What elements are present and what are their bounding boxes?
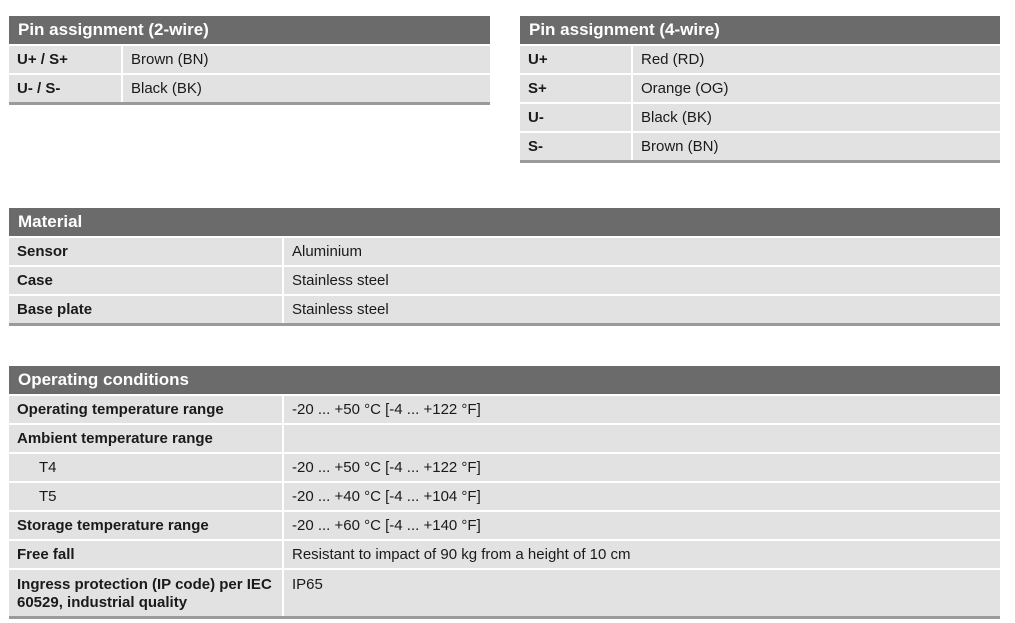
row-key: U+ / S+ — [9, 46, 123, 73]
table-row — [9, 73, 490, 102]
row-value: IP65 — [292, 576, 323, 593]
row-value: Resistant to impact of 90 kg from a height of 10 cm — [292, 546, 631, 563]
material-table — [9, 208, 1000, 326]
row-key: U- / S- — [9, 75, 123, 102]
table-row — [9, 423, 1000, 452]
table-header: Operating conditions — [9, 366, 1000, 394]
table-row — [520, 131, 1000, 160]
table-row — [9, 236, 1000, 265]
row-key: Ambient temperature range — [9, 425, 284, 452]
pin-assignment-4wire-table — [520, 16, 1000, 163]
row-value: Stainless steel — [292, 272, 389, 289]
pin-assignment-2wire-table — [9, 16, 490, 105]
row-key: S- — [520, 133, 633, 160]
row-value: Black (BK) — [131, 80, 202, 97]
row-key: S+ — [520, 75, 633, 102]
table-row — [9, 294, 1000, 323]
row-value: Red (RD) — [641, 51, 705, 68]
table-row — [9, 44, 490, 73]
row-key: Ingress protection (IP code) per IEC 60529, industrial quality — [9, 570, 284, 616]
row-key: T5 — [9, 483, 284, 510]
table-row — [9, 510, 1000, 539]
row-key: Case — [9, 267, 284, 294]
row-value: -20 ... +60 °C [-4 ... +140 °F] — [292, 517, 481, 534]
table-row — [520, 102, 1000, 131]
row-value: -20 ... +40 °C [-4 ... +104 °F] — [292, 488, 481, 505]
row-key: Storage temperature range — [9, 512, 284, 539]
table-row — [9, 394, 1000, 423]
table-header: Pin assignment (2-wire) — [9, 16, 490, 44]
row-key: T4 — [9, 454, 284, 481]
table-row — [9, 481, 1000, 510]
row-key: Sensor — [9, 238, 284, 265]
table-row — [9, 539, 1000, 568]
row-value: Brown (BN) — [641, 138, 719, 155]
row-key: Operating temperature range — [9, 396, 284, 423]
table-row — [520, 44, 1000, 73]
row-value: Stainless steel — [292, 301, 389, 318]
row-value: Brown (BN) — [131, 51, 209, 68]
row-key: U+ — [520, 46, 633, 73]
row-value: Aluminium — [292, 243, 363, 260]
operating-conditions-table — [9, 366, 1000, 619]
row-key: Base plate — [9, 296, 284, 323]
table-header: Material — [9, 208, 1000, 236]
table-header: Pin assignment (4-wire) — [520, 16, 1000, 44]
row-value: -20 ... +50 °C [-4 ... +122 °F] — [292, 459, 481, 476]
row-key: U- — [520, 104, 633, 131]
table-row — [9, 452, 1000, 481]
table-row — [520, 73, 1000, 102]
row-value: Orange (OG) — [641, 80, 729, 97]
table-row — [9, 568, 1000, 616]
row-value: Black (BK) — [641, 109, 712, 126]
row-value — [284, 425, 300, 452]
table-row — [9, 265, 1000, 294]
row-value: -20 ... +50 °C [-4 ... +122 °F] — [292, 401, 481, 418]
row-key: Free fall — [9, 541, 284, 568]
